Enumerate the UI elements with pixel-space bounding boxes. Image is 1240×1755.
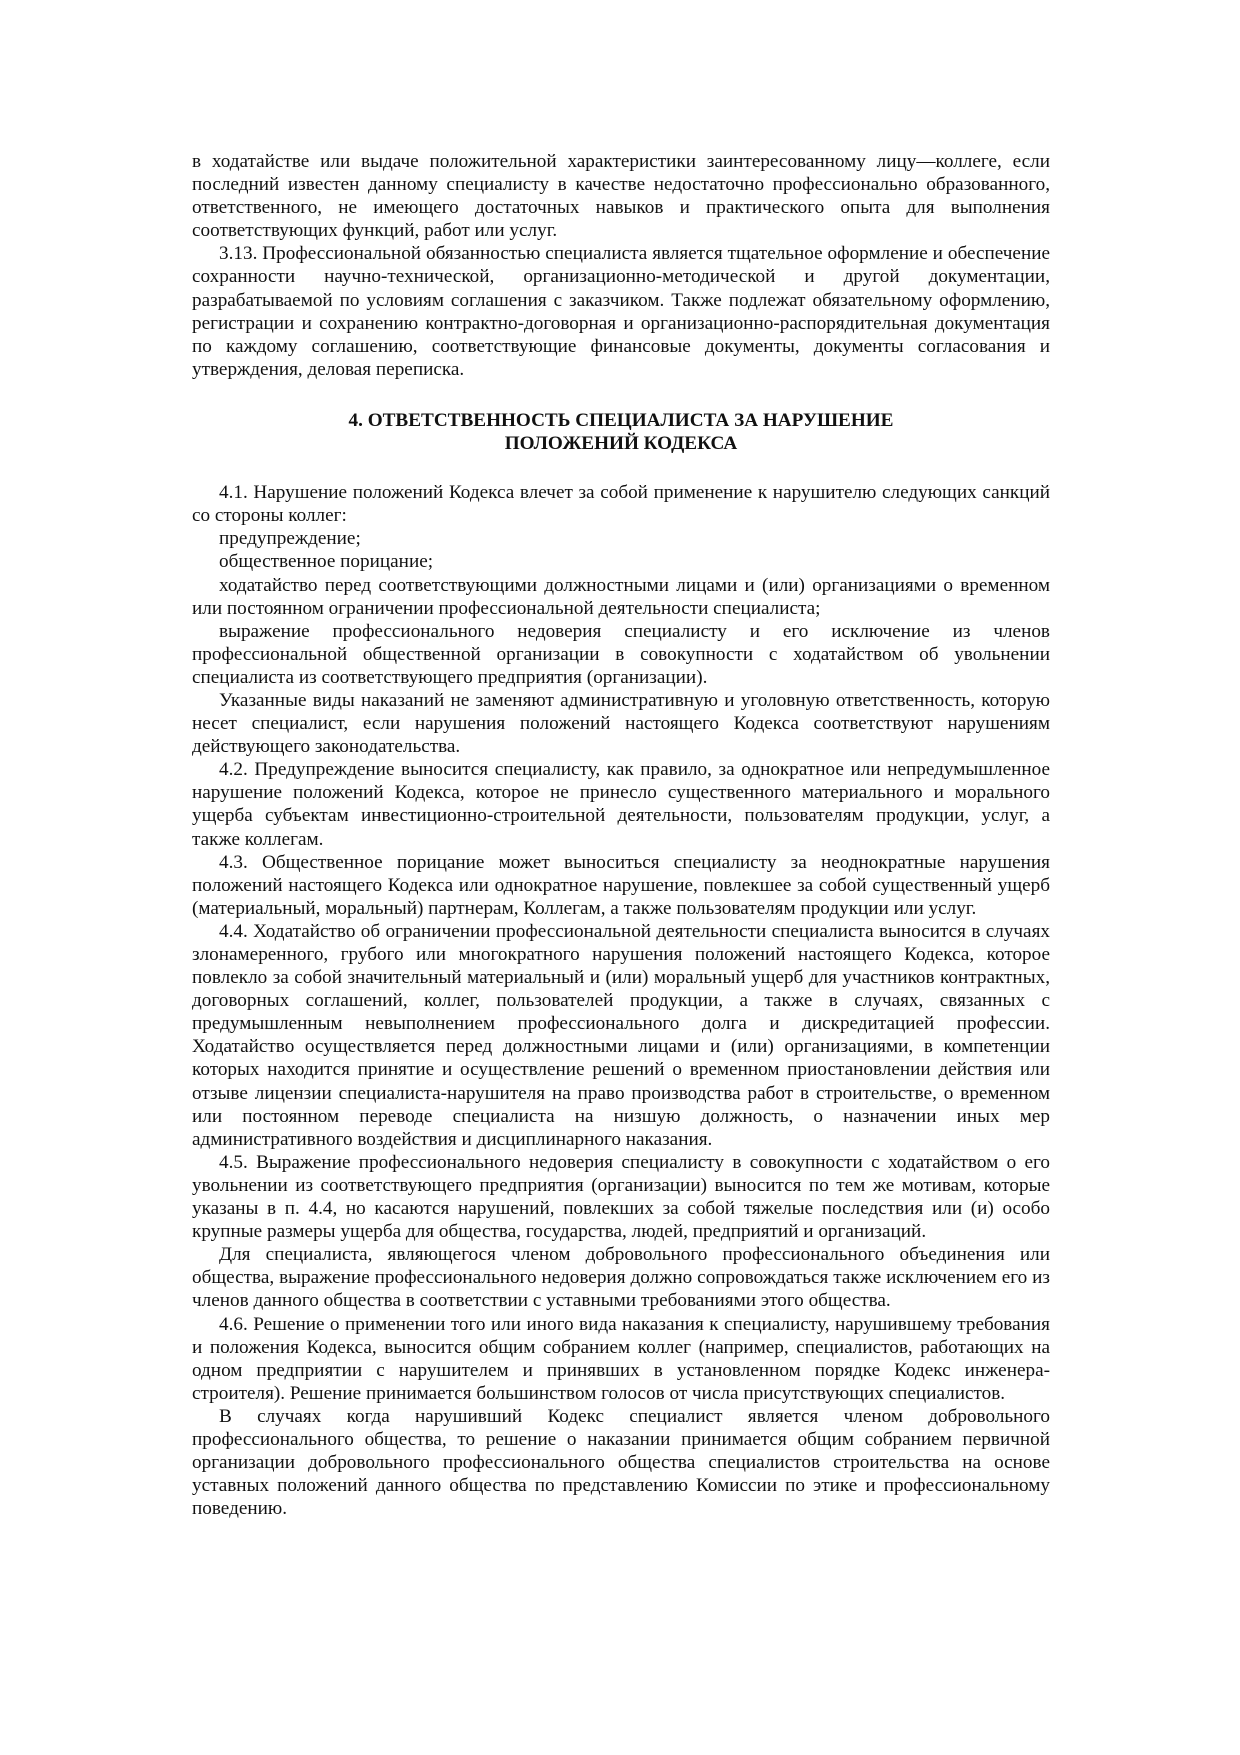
paragraph-4-1: 4.1. Нарушение положений Кодекса влечет за собой применение к нарушителю следующих санкций со стороны коллег: bbox=[192, 482, 1050, 527]
paragraph-4-5: 4.5. Выражение профессионального недоверия специалисту в совокупности с ходатайством о его увольнении из соответствующего предприятия (организации) выносится по тем же мотивам, которые указаны в п. 4.4, но касаются нарушений, повлекших за собой тяжелые последствия или (и) особо крупные размеры ущерба для общества, государства, людей, предприятий и организаций. bbox=[192, 1151, 1050, 1243]
paragraph-continued: в ходатайстве или выдаче положительной характеристики заинтересованному лицу—коллеге, если последний известен данному специалисту в качестве недостаточно профессионально образованного, ответственного, не имеющего достаточных навыков и практического опыта для выполнения соответствующих функций, работ или услуг. bbox=[192, 151, 1050, 242]
paragraph-penalties-note: Указанные виды наказаний не заменяют административную и уголовную ответственность, которую несет специалист, если нарушения положений настоящего Кодекса соответствуют нарушениям действующего законодательства. bbox=[192, 689, 1050, 758]
list-item-petition: ходатайство перед соответствующими должностными лицами и (или) организациями о временном или постоянном ограничении профессиональной деятельности специалиста; bbox=[192, 574, 1050, 619]
paragraph-3-13: 3.13. Профессиональной обязанностью специалиста является тщательное оформление и обеспечение сохранности научно-технической, организационно-методической и другой документации, разрабатываемой по условиям соглашения с заказчиком. Также подлежат обязательному оформлению, регистрации и сохранению контрактно-договорная и организационно-распорядительная документация по каждому соглашению, соответствующие финансовые документы, документы согласования и утверждения, деловая переписка. bbox=[192, 243, 1050, 380]
paragraph-4-4: 4.4. Ходатайство об ограничении профессиональной деятельности специалиста выносится в случаях злонамеренного, грубого или многократного нарушения положений настоящего Кодекса, которое повлекло за собой значительный материальный и (или) моральный ущерб для участников контрактных, договорных соглашений, коллег, пользователей продукции, а также в случаях, связанных с предумышленным невыполнением профессионального долга и дискредитацией профессии. Ходатайство осуществляется перед должностными лицами и (или) организациями, в компетенции которых находится принятие и осуществление решений о временном приостановлении действия или отзыве лицензии специалиста-нарушителя на право производства работ в строительстве, о временном или постоянном переводе специалиста на низшую должность, о назначении иных мер административного воздействия и дисциплинарного наказания. bbox=[192, 920, 1050, 1150]
paragraph-society-note: В случаях когда нарушивший Кодекс специалист является членом добровольного профессионального общества, то решение о наказании принимается общим собранием первичной организации добровольного профессионального общества специалистов строительства на основе уставных положений данного общества по представлению Комиссии по этике и профессиональному поведению. bbox=[192, 1405, 1050, 1520]
section-heading-line-1: 4. ОТВЕТСТВЕННОСТЬ СПЕЦИАЛИСТА ЗА НАРУШЕНИЕ bbox=[348, 409, 894, 431]
list-item-public-censure: общественное порицание; bbox=[219, 551, 434, 573]
list-item-distrust: выражение профессионального недоверия специалисту и его исключение из членов профессиональной общественной организации в совокупности с ходатайством об увольнении специалиста из соответствующего предприятия (организации). bbox=[192, 620, 1050, 688]
section-heading-line-2: ПОЛОЖЕНИЙ КОДЕКСА bbox=[504, 433, 738, 455]
paragraph-member-note: Для специалиста, являющегося членом добровольного профессионального объединения или общества, выражение профессионального недоверия должно сопровождаться также исключением его из членов данного общества в соответствии с уставными требованиями этого общества. bbox=[192, 1244, 1050, 1312]
paragraph-4-6: 4.6. Решение о применении того или иного вида наказания к специалисту, нарушившему требования и положения Кодекса, выносится общим собранием коллег (например, специалистов, работающих на одном предприятии с нарушителем и принявших в установленном порядке Кодекс инженера-строителя). Решение принимается большинством голосов от числа присутствующих специалистов. bbox=[192, 1313, 1050, 1404]
paragraph-4-3: 4.3. Общественное порицание может выноситься специалисту за неоднократные нарушения положений настоящего Кодекса или однократное нарушение, повлекшее за собой существенный ущерб (материальный, моральный) партнерам, Коллегам, а также пользователям продукции или услуг. bbox=[192, 851, 1050, 919]
section-heading bbox=[192, 409, 1050, 455]
paragraph-4-2: 4.2. Предупреждение выносится специалисту, как правило, за однократное или непредумышленное нарушение положений Кодекса, которое не принесло существенного материального и морального ущерба субъектам инвестиционно-строительной деятельности, пользователям продукции, услуг, а также коллегам. bbox=[192, 759, 1050, 850]
list-item-warning: предупреждение; bbox=[219, 528, 361, 550]
document-page bbox=[192, 150, 1050, 1520]
